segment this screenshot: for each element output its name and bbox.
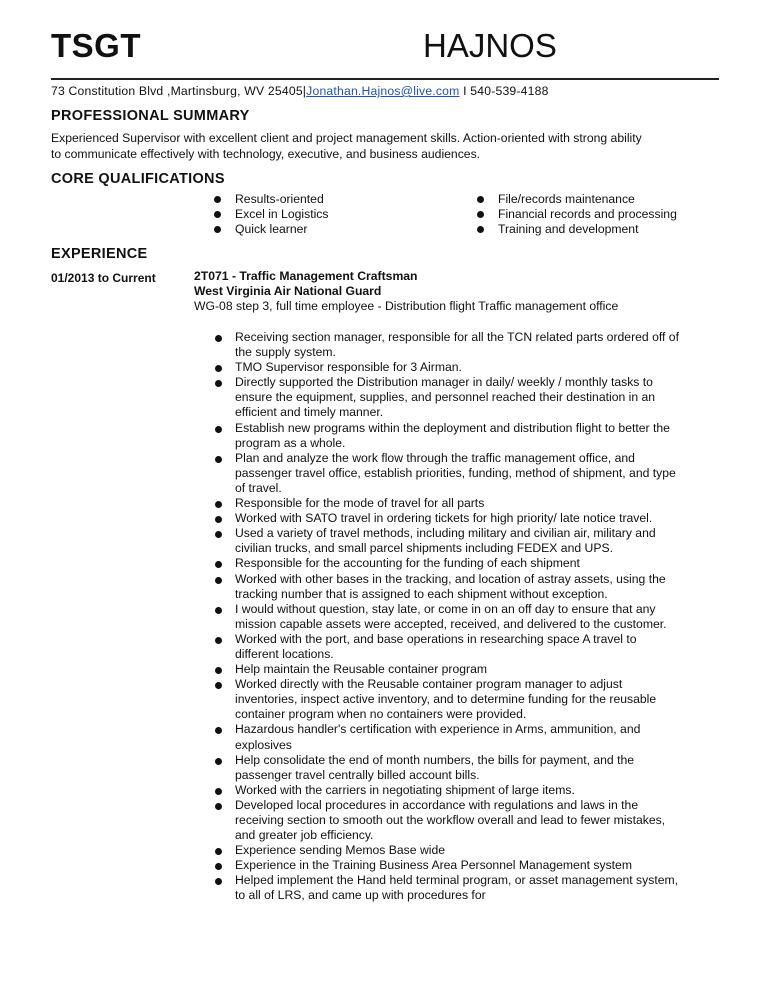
bullet-icon (215, 848, 222, 855)
qualification-item: File/records maintenance (474, 192, 677, 207)
bullet-icon (215, 516, 222, 523)
bullet-icon (477, 226, 484, 233)
address: 73 Constitution Blvd ,Martinsburg, WV 25405| (51, 84, 307, 98)
job-organization: West Virginia Air National Guard (194, 284, 382, 298)
bullet-icon (215, 637, 222, 644)
duty-item: Worked with SATO travel in ordering tickets for high priority/ late notice travel. (211, 511, 681, 526)
bullet-icon (215, 577, 222, 584)
bullet-icon (214, 226, 221, 233)
job-duties-list (211, 330, 681, 904)
bullet-icon (477, 196, 484, 203)
qualification-item: Financial records and processing (474, 207, 677, 222)
duty-item: Receiving section manager, responsible for all the TCN related parts ordered off of the supply system. (211, 330, 681, 360)
bullet-icon (215, 561, 222, 568)
bullet-icon (215, 878, 222, 885)
last-name: HAJNOS (423, 27, 557, 64)
bullet-icon (215, 456, 222, 463)
job-title: 2T071 - Traffic Management Craftsman (194, 269, 418, 283)
bullet-icon (215, 426, 222, 433)
bullet-icon (215, 758, 222, 765)
bullet-icon (214, 196, 221, 203)
contact-line (51, 84, 549, 98)
duty-item: Experience sending Memos Base wide (211, 843, 681, 858)
qualifications-heading: CORE QUALIFICATIONS (51, 171, 225, 187)
duty-item: Responsible for the accounting for the funding of each shipment (211, 556, 681, 571)
experience-heading: EXPERIENCE (51, 246, 148, 262)
bullet-icon (215, 727, 222, 734)
qualifications-right-list (474, 192, 677, 237)
qualification-item: Quick learner (211, 222, 328, 237)
duty-item: Helped implement the Hand held terminal program, or asset management system, to all of LRS, and came up with procedures for (211, 873, 681, 903)
bullet-icon (215, 531, 222, 538)
duty-item: Directly supported the Distribution manager in daily/ weekly / monthly tasks to ensure the equipment, supplies, and personnel reached their destination in an efficient and timely manner. (211, 375, 681, 420)
duty-item: Responsible for the mode of travel for all parts (211, 496, 681, 511)
duty-item: Establish new programs within the deployment and distribution flight to better the program as a whole. (211, 421, 681, 451)
bullet-icon (215, 380, 222, 387)
bullet-icon (214, 211, 221, 218)
phone: I 540-539-4188 (463, 84, 549, 98)
bullet-icon (215, 863, 222, 870)
summary-text: Experienced Supervisor with excellent client and project management skills. Action-oriented with strong ability to communicate effectively with technology, executive, and business audiences. (51, 131, 642, 161)
job-dates: 01/2013 to Current (51, 271, 156, 285)
duty-item: Developed local procedures in accordance with regulations and laws in the receiving section to smooth out the workflow overall and lead to fewer mistakes, and greater job efficiency. (211, 798, 681, 843)
bullet-icon (215, 667, 222, 674)
qualifications-left-list (211, 192, 328, 237)
bullet-icon (215, 607, 222, 614)
duty-item: TMO Supervisor responsible for 3 Airman. (211, 360, 681, 375)
bullet-icon (215, 501, 222, 508)
bullet-icon (215, 335, 222, 342)
qualification-item: Excel in Logistics (211, 207, 328, 222)
first-name: TSGT (51, 27, 141, 64)
duty-item: I would without question, stay late, or come in on an off day to ensure that any mission capable assets were accepted, received, and delivered to the customer. (211, 602, 681, 632)
job-intro: WG-08 step 3, full time employee - Distribution flight Traffic management office (194, 299, 619, 313)
bullet-icon (215, 788, 222, 795)
duty-item: Hazardous handler's certification with experience in Arms, ammunition, and explosives (211, 722, 681, 752)
bullet-icon (215, 803, 222, 810)
duty-item: Used a variety of travel methods, including military and civilian air, military and civilian trucks, and small parcel shipments including FEDEX and UPS. (211, 526, 681, 556)
duty-item: Worked with the port, and base operations in researching space A travel to different locations. (211, 632, 681, 662)
duty-item: Worked with the carriers in negotiating shipment of large items. (211, 783, 681, 798)
qualification-item: Training and development (474, 222, 677, 237)
email-link[interactable]: Jonathan.Hajnos@live.com (306, 84, 460, 98)
duty-item: Worked directly with the Reusable container program manager to adjust inventories, inspect active inventory, and to determine funding for the reusable container program when no containers were provided. (211, 677, 681, 722)
duty-item: Worked with other bases in the tracking, and location of astray assets, using the tracking number that is assigned to each shipment without exception. (211, 572, 681, 602)
duty-item: Help maintain the Reusable container program (211, 662, 681, 677)
duty-item: Help consolidate the end of month numbers, the bills for payment, and the passenger travel centrally billed account bills. (211, 753, 681, 783)
qualification-item: Results-oriented (211, 192, 328, 207)
duty-item: Experience in the Training Business Area Personnel Management system (211, 858, 681, 873)
bullet-icon (215, 365, 222, 372)
header-divider (51, 78, 719, 80)
duty-item: Plan and analyze the work flow through the traffic management office, and passenger travel office, establish priorities, funding, method of shipment, and type of travel. (211, 451, 681, 496)
summary-heading: PROFESSIONAL SUMMARY (51, 108, 250, 124)
bullet-icon (477, 211, 484, 218)
bullet-icon (215, 682, 222, 689)
